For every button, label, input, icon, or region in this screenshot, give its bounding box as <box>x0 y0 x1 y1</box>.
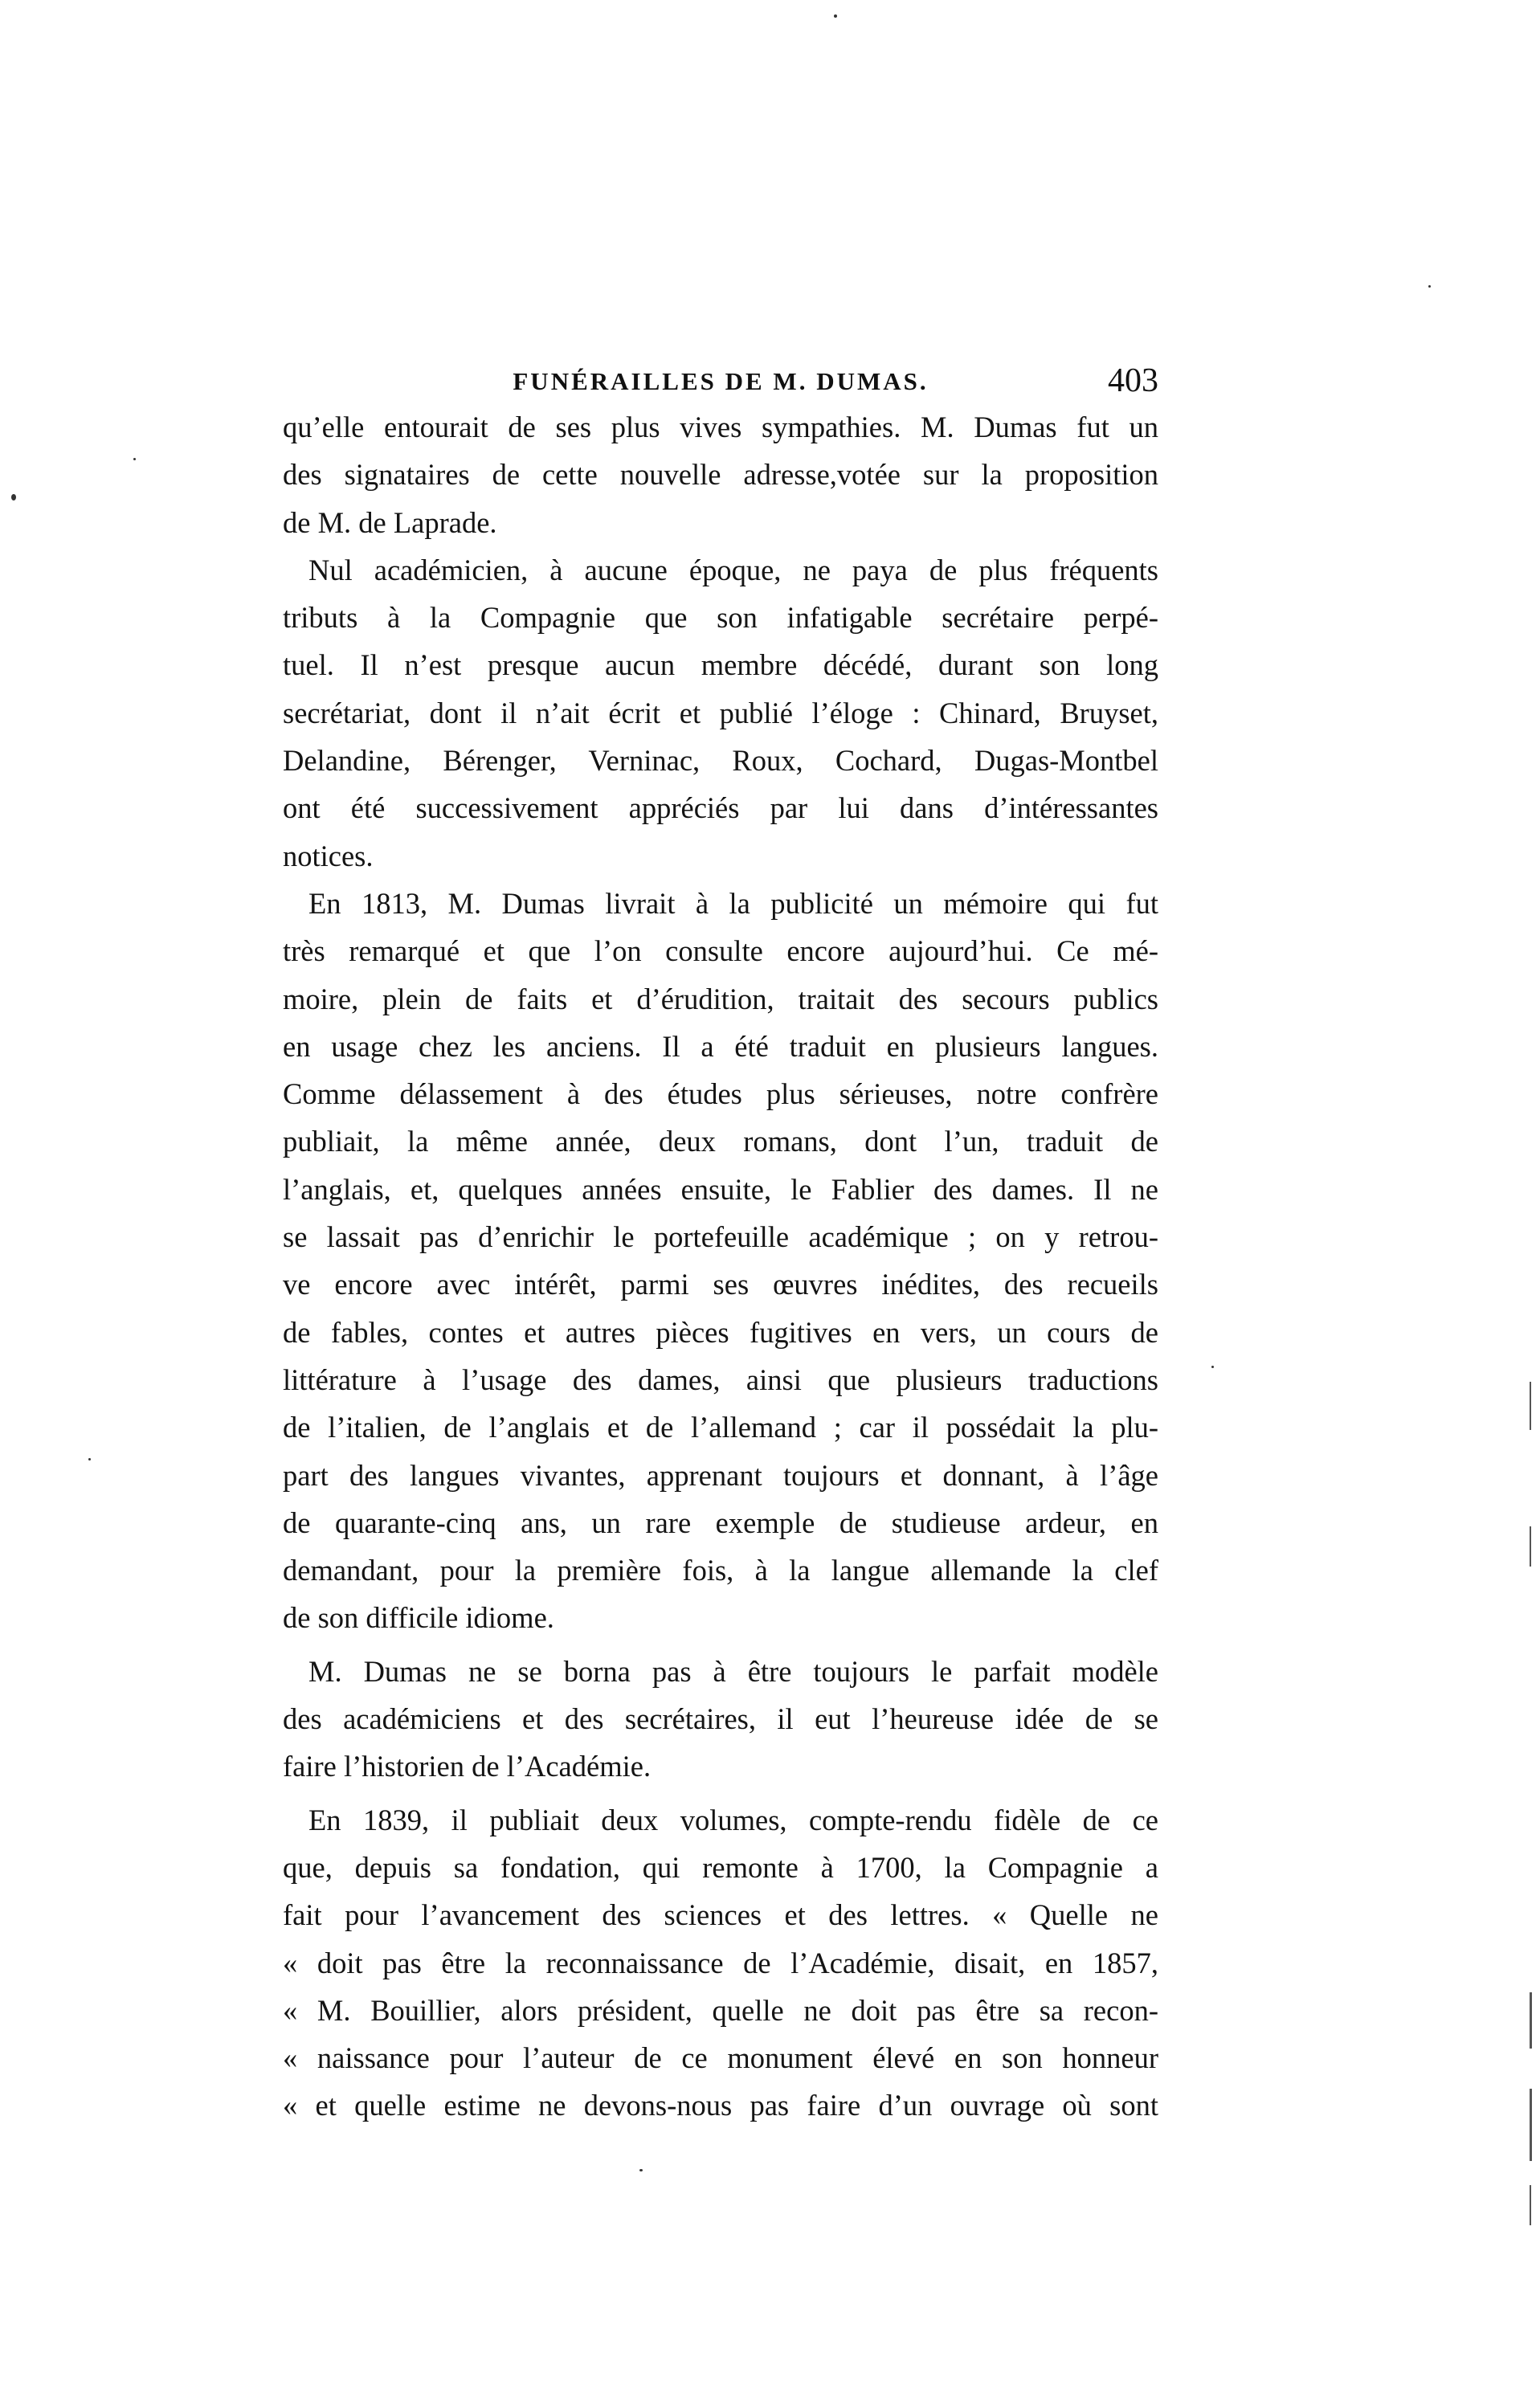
paragraph <box>283 880 1158 1642</box>
paragraph-gap <box>283 1642 1158 1648</box>
text-line: que, depuis sa fondation, qui remonte à 1700, la Compagnie a <box>283 1850 1158 1884</box>
paragraph <box>283 1648 1158 1791</box>
text-line: Delandine, Bérenger, Verninac, Roux, Cochard, Dugas-Montbel <box>283 744 1158 778</box>
scan-edge-mark <box>1530 1382 1531 1430</box>
text-line: Nul académicien, à aucune époque, ne paya de plus fréquents <box>308 553 1158 586</box>
scan-speck <box>1211 1366 1214 1368</box>
text-line: moire, plein de faits et d’érudition, traitait des secours publics <box>283 982 1158 1015</box>
running-header <box>283 362 1158 402</box>
text-line: littérature à l’usage des dames, ainsi que plusieurs traductions <box>283 1362 1158 1396</box>
paragraph <box>283 403 1158 546</box>
body-text <box>283 403 1158 2130</box>
text-line: ve encore avec intérêt, parmi ses œuvres inédites, des recueils <box>283 1268 1158 1301</box>
text-line: de quarante-cinq ans, un rare exemple de studieuse ardeur, en <box>283 1505 1158 1539</box>
text-line: part des langues vivantes, apprenant toujours et donnant, à l’âge <box>283 1458 1158 1492</box>
scan-speck <box>11 494 16 500</box>
scan-speck <box>133 458 136 460</box>
text-line: « et quelle estime ne devons-nous pas faire d’un ouvrage où sont <box>283 2089 1158 2122</box>
paragraph <box>283 1796 1158 2130</box>
text-line: demandant, pour la première fois, à la langue allemande la clef <box>283 1554 1158 1587</box>
text-line: secrétariat, dont il n’ait écrit et publié l’éloge : Chinard, Bruyset, <box>283 696 1158 729</box>
text-line: En 1813, M. Dumas livrait à la publicité un mémoire qui fut <box>308 886 1158 920</box>
running-title: FUNÉRAILLES DE M. DUMAS. <box>513 367 929 395</box>
scan-edge-mark <box>1530 2089 1532 2161</box>
page-number: 403 <box>1108 362 1158 399</box>
scan-speck <box>639 2169 643 2171</box>
text-line: faire l’historien de l’Académie. <box>283 1750 652 1783</box>
scan-speck <box>834 14 837 18</box>
text-line: de M. de Laprade. <box>283 505 497 539</box>
scan-speck <box>88 1458 91 1460</box>
text-line: M. Dumas ne se borna pas à être toujours le parfait modèle <box>308 1654 1158 1688</box>
text-line: fait pour l’avancement des sciences et des lettres. « Quelle ne <box>283 1898 1158 1932</box>
text-line: de l’italien, de l’anglais et de l’allemand ; car il possédait la plu- <box>283 1411 1158 1444</box>
text-line: « M. Bouillier, alors président, quelle ne doit pas être sa recon- <box>283 1993 1158 2027</box>
text-line: En 1839, il publiait deux volumes, compte-rendu fidèle de ce <box>308 1803 1158 1836</box>
paragraph-gap <box>283 1791 1158 1796</box>
paragraph <box>283 546 1158 880</box>
scan-speck <box>1428 285 1431 288</box>
text-line: l’anglais, et, quelques années ensuite, le Fablier des dames. Il ne <box>283 1172 1158 1206</box>
text-line: en usage chez les anciens. Il a été traduit en plusieurs langues. <box>283 1029 1158 1063</box>
text-line: de son difficile idiome. <box>283 1601 554 1635</box>
text-line: ont été successivement appréciés par lui dans d’intéressantes <box>283 791 1158 825</box>
text-line: se lassait pas d’enrichir le portefeuille académique ; on y retrou- <box>283 1220 1158 1254</box>
text-line: « doit pas être la reconnaissance de l’Académie, disait, en 1857, <box>283 1946 1158 1979</box>
scan-edge-mark <box>1530 2185 1531 2225</box>
scan-edge-mark <box>1530 1526 1531 1567</box>
text-line: très remarqué et que l’on consulte encore aujourd’hui. Ce mé- <box>283 934 1158 968</box>
text-line: de fables, contes et autres pièces fugitives en vers, un cours de <box>283 1315 1158 1349</box>
text-line: des académiciens et des secrétaires, il eut l’heureuse idée de se <box>283 1702 1158 1736</box>
text-line: publiait, la même année, deux romans, dont l’un, traduit de <box>283 1125 1158 1158</box>
text-line: des signataires de cette nouvelle adresse,votée sur la proposition <box>283 458 1158 492</box>
text-line: tributs à la Compagnie que son infatigable secrétaire perpé- <box>283 601 1158 635</box>
text-line: qu’elle entourait de ses plus vives sympathies. M. Dumas fut un <box>283 411 1158 443</box>
text-line: notices. <box>283 839 374 872</box>
text-line: Comme délassement à des études plus sérieuses, notre confrère <box>283 1077 1158 1111</box>
scan-edge-mark <box>1530 1992 1532 2049</box>
text-line: « naissance pour l’auteur de ce monument élevé en son honneur <box>283 2041 1158 2075</box>
text-line: tuel. Il n’est presque aucun membre décédé, durant son long <box>283 648 1158 682</box>
